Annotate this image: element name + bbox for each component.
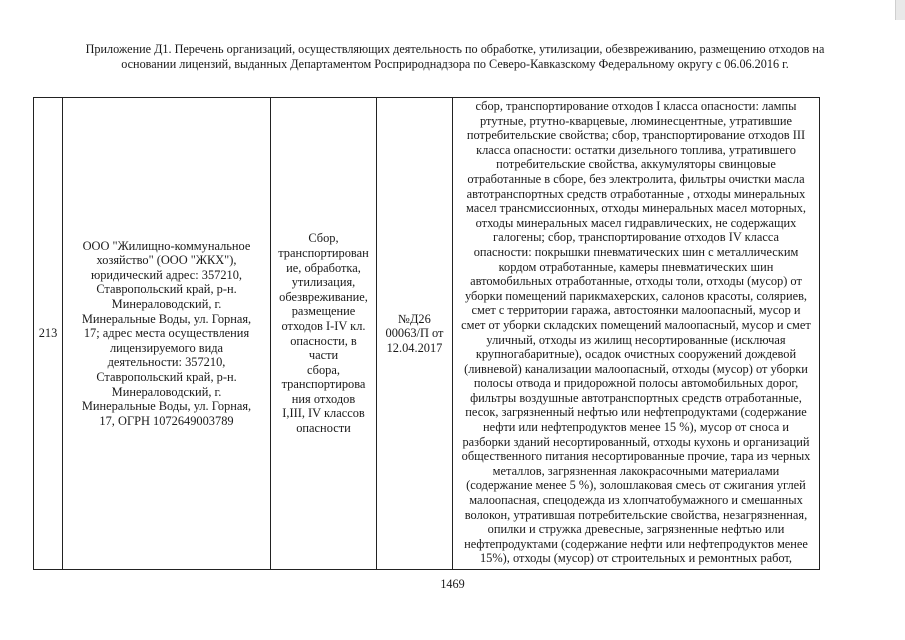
text-line: опилки и стружка древесные, загрязненные нефтью или xyxy=(487,522,785,537)
organization-cell xyxy=(63,98,271,570)
text-line: лицензируемого вида xyxy=(109,340,224,355)
text-line: сбора, xyxy=(307,362,340,377)
text-line: волокон, утратившая потребительские свойства, незагрязненная, xyxy=(464,507,808,522)
text-line: нефтепродуктами (содержание нефти или нефтепродуктов менее xyxy=(464,536,808,551)
text-line: ие, обработка, xyxy=(286,260,361,275)
text-line: потребительские свойства; сбор, транспортирование отходов III xyxy=(466,128,806,143)
text-line: Минеральные Воды, ул. Горная, xyxy=(81,311,252,326)
text-line: хозяйство" (ООО "ЖКХ"), xyxy=(96,253,237,268)
activities-lines xyxy=(273,231,374,435)
text-line: масел трансмиссионных, отходы минеральных масел моторных, xyxy=(465,201,807,216)
text-line: уборки помещений парикмахерских, салонов красоты, соляриев, xyxy=(464,288,808,303)
text-line: транспортирова xyxy=(281,377,366,392)
table-row xyxy=(34,98,820,570)
waste-description-lines xyxy=(455,99,817,566)
text-line: отходы минеральных масел гидравлических, не содержащих xyxy=(475,215,797,230)
license-cell xyxy=(377,98,453,570)
text-line: 17, ОГРН 1072649003789 xyxy=(99,413,234,428)
text-line: ртутные, ртутно-кварцевые, люминесцентные, утратившие xyxy=(479,113,792,128)
scan-corner-mark xyxy=(895,0,905,20)
text-line: Минераловодский, г. xyxy=(111,384,222,399)
heading-line-2: основании лицензий, выданных Департаментом Росприроднадзора по Северо-Кавказскому Федеральному округу с 06.06.2016 г. xyxy=(121,56,789,71)
activities-cell xyxy=(271,98,377,570)
text-line: части xyxy=(308,348,339,363)
text-line: класса опасности: остатки дизельного топлива, утратившего xyxy=(476,142,796,157)
text-line: I,III, IV классов xyxy=(282,406,365,421)
text-line: Ставропольский край, р-н. xyxy=(96,369,237,384)
text-line: потребительские свойства, аккумуляторы свинцовые xyxy=(496,157,776,172)
text-line: опасности, в xyxy=(290,333,357,348)
text-line: кордом отработанные, камеры пневматических шин xyxy=(498,259,774,274)
text-line: юридический адрес: 357210, xyxy=(90,267,243,282)
text-line: сбор, транспортирование отходов I класса опасности: лампы xyxy=(475,99,797,113)
text-line: фильтры воздушные автотранспортных средств отработанные, xyxy=(470,390,802,405)
text-line: обезвреживание, xyxy=(279,289,368,304)
text-line: деятельности: 357210, xyxy=(107,355,226,370)
text-line: отработанные в сборе, без электролита, фильтры очистки масла xyxy=(467,171,805,186)
text-line: транспортирован xyxy=(278,245,369,260)
license-register-table xyxy=(33,97,820,570)
text-line: отходов I-IV кл. xyxy=(281,318,366,333)
text-line: смет с территории гаража, автостоянки малоопасный, мусор и xyxy=(471,303,801,318)
text-line: опасности: покрышки пневматических шин с металлическим xyxy=(473,244,799,259)
text-line: полосы отвода и придорожной полосы автомобильных дорог, xyxy=(473,376,799,391)
waste-description-cell xyxy=(453,98,820,570)
heading-line-1: Приложение Д1. Перечень организаций, осуществляющих деятельность по обработке, утилизации, обезвреживанию, размещению отходов на xyxy=(85,42,825,56)
text-line: песок, загрязненный нефтью или нефтепродуктами (содержание xyxy=(465,405,807,420)
text-line: нефти или нефтепродуктов менее 15 %), мусор от сноса и xyxy=(483,420,789,435)
text-line: металлов, загрязненная лакокрасочными материалами xyxy=(492,463,780,478)
text-line: смет от уборки складских помещений малоопасный, мусор и смет xyxy=(461,317,811,332)
page-heading xyxy=(60,42,850,71)
text-line: Ставропольский край, р-н. xyxy=(96,282,237,297)
text-line: крупногабаритные), осадок очистных сооружений дождевой xyxy=(475,347,797,362)
organization-lines xyxy=(65,239,268,429)
text-line: автотранспортных средств отработанные , отходы минеральных xyxy=(466,186,806,201)
text-line: малоопасная, спецодежда из хлопчатобумажного и смешанных xyxy=(469,493,803,508)
license-lines xyxy=(379,312,450,356)
text-line: общественного питания несортированные прочие, тара из черных xyxy=(461,449,811,464)
text-line: галогены; сбор, транспортирование отходов IV класса xyxy=(492,230,779,245)
text-line: автомобильных отработанные, отходы толи, отходы (мусор) от xyxy=(470,274,802,289)
record-number-cell xyxy=(34,98,63,570)
text-line: опасности xyxy=(296,421,351,436)
text-line: ООО "Жилищно-коммунальное xyxy=(82,238,251,253)
text-line: 12.04.2017 xyxy=(386,340,443,355)
text-line: Сбор, xyxy=(308,231,339,246)
text-line: уличный, отходы из жилищ несортированные (исключая xyxy=(486,332,786,347)
text-line: Минераловодский, г. xyxy=(111,297,222,312)
page-number: 1469 xyxy=(440,577,465,591)
text-line: 15%), отходы (мусор) от строительных и ремонтных работ, xyxy=(479,551,793,566)
text-line: 00063/П от xyxy=(385,326,444,341)
text-line: №Д26 xyxy=(398,311,431,326)
text-line: размещение xyxy=(291,304,356,319)
text-line: (ливневой) канализации малоопасный, отходы (мусор) от уборки xyxy=(464,361,808,376)
text-line: Минеральные Воды, ул. Горная, xyxy=(81,399,252,414)
record-number: 213 xyxy=(38,326,58,341)
text-line: ния отходов xyxy=(291,391,356,406)
text-line: (содержание менее 5 %), золошлаковая смесь от сжигания углей xyxy=(466,478,806,493)
text-line: утилизация, xyxy=(291,275,356,290)
text-line: разборки зданий несортированный, отходы кухонь и организаций xyxy=(462,434,810,449)
text-line: 17; адрес места осуществления xyxy=(83,326,250,341)
